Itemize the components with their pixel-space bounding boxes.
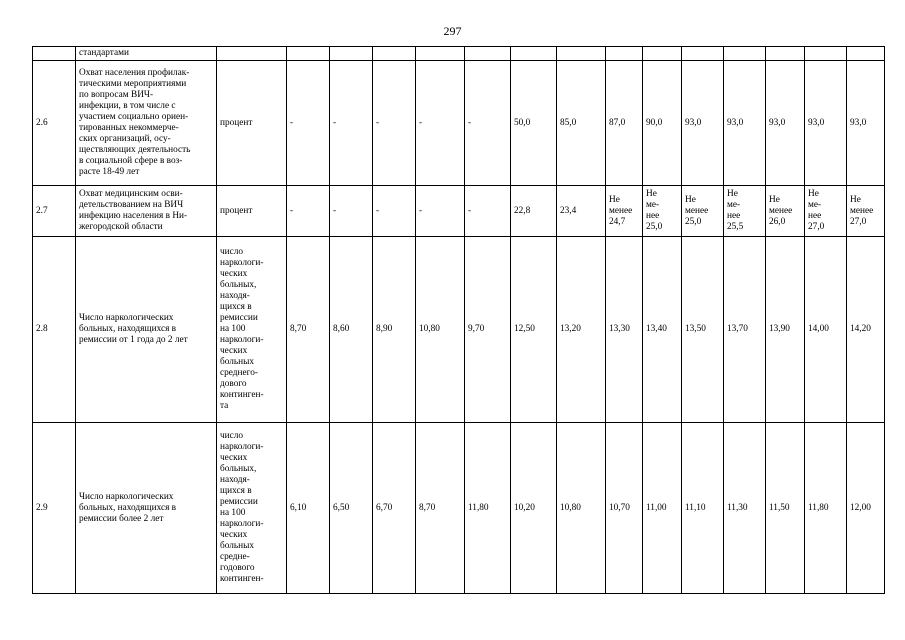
- value-cell: -: [287, 186, 330, 237]
- value-cell: 23,4: [557, 186, 606, 237]
- value-cell: 10,80: [416, 237, 465, 423]
- row-description: Охват медицинским осви- детельствованием на ВИЧ инфекцию населения в Ни- жегородской области: [76, 186, 217, 237]
- value-cell: [287, 47, 330, 61]
- row-number: [33, 47, 76, 61]
- value-cell: Не ме- нее 25,5: [724, 186, 766, 237]
- table-row: [33, 47, 885, 61]
- value-cell: 10,70: [606, 423, 643, 594]
- table-row: [33, 423, 885, 594]
- value-cell: [330, 47, 373, 61]
- value-cell: Не менее 27,0: [847, 186, 885, 237]
- value-cell: 13,50: [682, 237, 724, 423]
- value-cell: 93,0: [847, 61, 885, 186]
- value-cell: 11,50: [766, 423, 805, 594]
- value-cell: 11,10: [682, 423, 724, 594]
- row-number: 2.9: [33, 423, 76, 594]
- row-unit: число наркологи- ческих больных, находя- щихся в ремиссии на 100 наркологи- ческих больных средне- годового континген-: [217, 423, 287, 594]
- row-unit: число наркологи- ческих больных, находя- щихся в ремиссии на 100 наркологи- ческих больных среднего- дового континген- та: [217, 237, 287, 423]
- row-description: Число наркологических больных, находящихся в ремиссии от 1 года до 2 лет: [76, 237, 217, 423]
- value-cell: 11,80: [465, 423, 511, 594]
- value-cell: 13,20: [557, 237, 606, 423]
- value-cell: -: [416, 61, 465, 186]
- value-cell: -: [416, 186, 465, 237]
- value-cell: -: [330, 186, 373, 237]
- value-cell: [465, 47, 511, 61]
- value-cell: 8,70: [287, 237, 330, 423]
- row-number: 2.8: [33, 237, 76, 423]
- value-cell: 11,00: [643, 423, 682, 594]
- value-cell: Не менее 24,7: [606, 186, 643, 237]
- value-cell: 9,70: [465, 237, 511, 423]
- value-cell: 13,30: [606, 237, 643, 423]
- value-cell: -: [373, 186, 416, 237]
- value-cell: 8,70: [416, 423, 465, 594]
- row-description: стандартами: [76, 47, 217, 61]
- value-cell: 14,20: [847, 237, 885, 423]
- value-cell: [557, 47, 606, 61]
- value-cell: 87,0: [606, 61, 643, 186]
- value-cell: -: [287, 61, 330, 186]
- value-cell: 93,0: [724, 61, 766, 186]
- row-number: 2.6: [33, 61, 76, 186]
- value-cell: [724, 47, 766, 61]
- value-cell: 12,00: [847, 423, 885, 594]
- row-number: 2.7: [33, 186, 76, 237]
- value-cell: 50,0: [511, 61, 557, 186]
- value-cell: 12,50: [511, 237, 557, 423]
- value-cell: 90,0: [643, 61, 682, 186]
- value-cell: [373, 47, 416, 61]
- value-cell: 8,90: [373, 237, 416, 423]
- value-cell: Не ме- нее 27,0: [805, 186, 847, 237]
- value-cell: 13,40: [643, 237, 682, 423]
- value-cell: [643, 47, 682, 61]
- value-cell: Не менее 25,0: [682, 186, 724, 237]
- value-cell: 13,90: [766, 237, 805, 423]
- row-description: Число наркологических больных, находящихся в ремиссии более 2 лет: [76, 423, 217, 594]
- value-cell: -: [330, 61, 373, 186]
- value-cell: [847, 47, 885, 61]
- row-unit: процент: [217, 61, 287, 186]
- value-cell: Не ме- нее 25,0: [643, 186, 682, 237]
- table-row: [33, 186, 885, 237]
- value-cell: 10,80: [557, 423, 606, 594]
- value-cell: [606, 47, 643, 61]
- value-cell: -: [373, 61, 416, 186]
- value-cell: 6,10: [287, 423, 330, 594]
- value-cell: 14,00: [805, 237, 847, 423]
- value-cell: Не менее 26,0: [766, 186, 805, 237]
- value-cell: [682, 47, 724, 61]
- value-cell: -: [465, 186, 511, 237]
- value-cell: [416, 47, 465, 61]
- value-cell: 6,50: [330, 423, 373, 594]
- value-cell: 93,0: [766, 61, 805, 186]
- value-cell: 13,70: [724, 237, 766, 423]
- page-number: 297: [443, 24, 462, 38]
- value-cell: [805, 47, 847, 61]
- table-row: [33, 61, 885, 186]
- value-cell: 93,0: [682, 61, 724, 186]
- row-description: Охват населения профилак- тическими мероприятиями по вопросам ВИЧ- инфекции, в том числе с участием социально ориен- тированных некоммерче- ских организаций, осу- ществляющих деятельность в социальной сфере в воз- расте 18-49 лет: [76, 61, 217, 186]
- value-cell: 93,0: [805, 61, 847, 186]
- value-cell: 11,30: [724, 423, 766, 594]
- value-cell: 85,0: [557, 61, 606, 186]
- value-cell: 8,60: [330, 237, 373, 423]
- indicator-table: [32, 46, 885, 594]
- value-cell: 6,70: [373, 423, 416, 594]
- value-cell: [511, 47, 557, 61]
- table-row: [33, 237, 885, 423]
- row-unit: процент: [217, 186, 287, 237]
- value-cell: 10,20: [511, 423, 557, 594]
- row-unit: [217, 47, 287, 61]
- value-cell: 11,80: [805, 423, 847, 594]
- value-cell: 22,8: [511, 186, 557, 237]
- value-cell: -: [465, 61, 511, 186]
- value-cell: [766, 47, 805, 61]
